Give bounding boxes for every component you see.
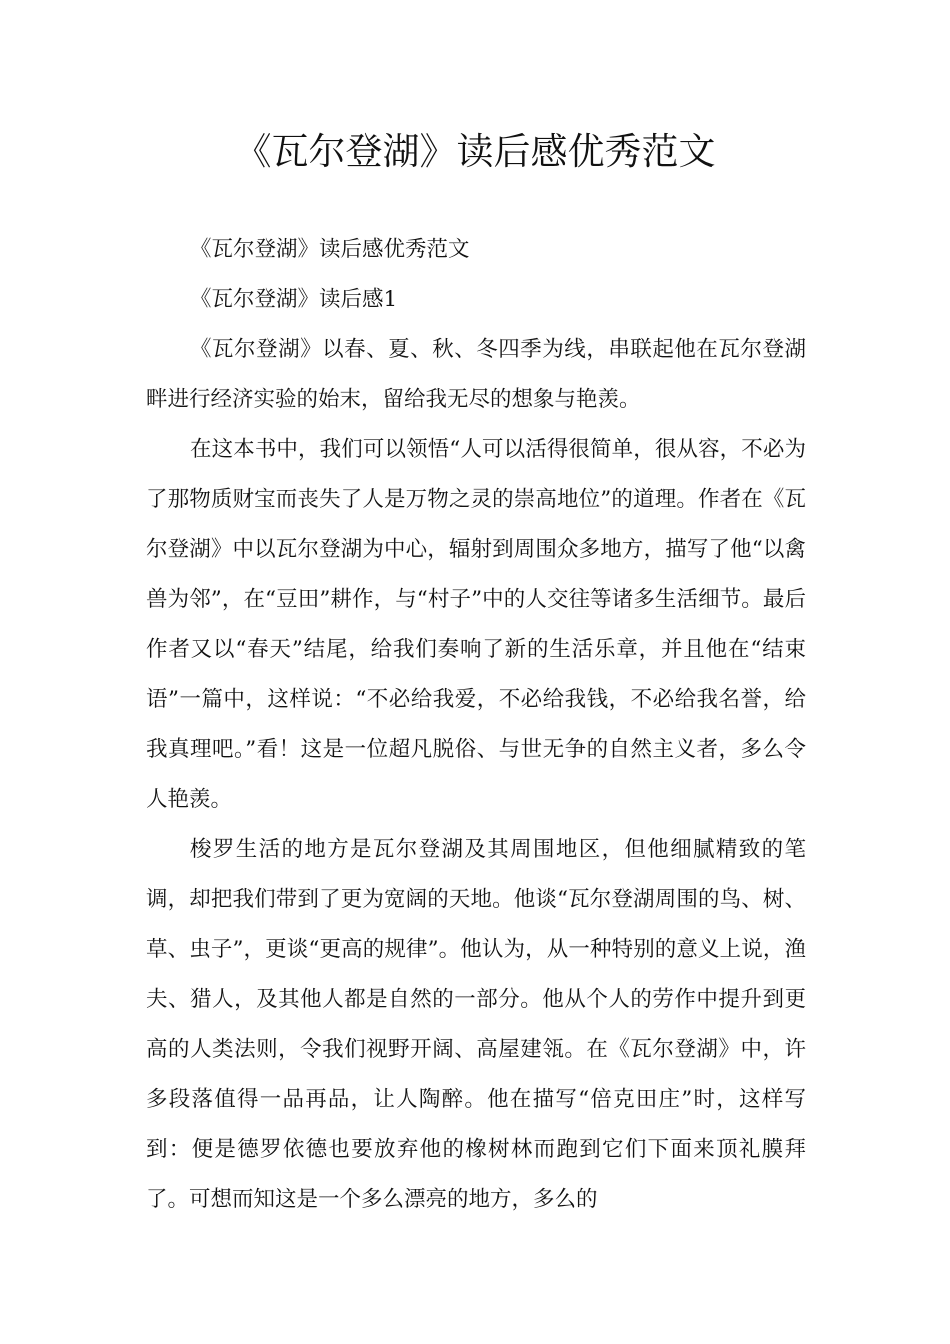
paragraph: 梭罗生活的地方是瓦尔登湖及其周围地区，但他细腻精致的笔调，却把我们带到了更为宽阔的天地。他谈“瓦尔登湖周围的鸟、树、草、虫子”，更谈“更高的规律”。他认为，从一种特别的意义上说，渔夫、猎人，及其他人都是自然的一部分。他从个人的劳作中提升到更高的人类法则，令我们视野开阔、高屋建瓴。在《瓦尔登湖》中，许多段落值得一品再品，让人陶醉。他在描写“倍克田庄”时，这样写到：便是德罗依德也要放弃他的橡树林而跑到它们下面来顶礼膜拜了。可想而知这是一个多么漂亮的地方，多么的 bbox=[146, 837, 806, 1212]
paragraph-subtitle: 《瓦尔登湖》读后感优秀范文 bbox=[190, 237, 470, 262]
paragraph: 在这本书中，我们可以领悟“人可以活得很简单，很从容，不必为了那物质财宝而丧失了人是万物之灵的崇高地位”的道理。作者在《瓦尔登湖》中以瓦尔登湖为中心，辐射到周围众多地方，描写了他“以禽兽为邻”，在“豆田”耕作，与“村子”中的人交往等诸多生活细节。最后作者又以“春天”结尾，给我们奏响了新的生活乐章，并且他在“结束语”一篇中，这样说：“不必给我爱，不必给我钱，不必给我名誉，给我真理吧。”看！这是一位超凡脱俗、与世无争的自然主义者，多么令人艳羡。 bbox=[146, 437, 806, 812]
document-body bbox=[146, 225, 806, 1225]
paragraph-section-heading: 《瓦尔登湖》读后感1 bbox=[190, 287, 398, 312]
paragraph: 《瓦尔登湖》以春、夏、秋、冬四季为线，串联起他在瓦尔登湖畔进行经济实验的始末，留给我无尽的想象与艳羡。 bbox=[146, 337, 806, 412]
document-title: 《瓦尔登湖》读后感优秀范文 bbox=[234, 130, 716, 173]
